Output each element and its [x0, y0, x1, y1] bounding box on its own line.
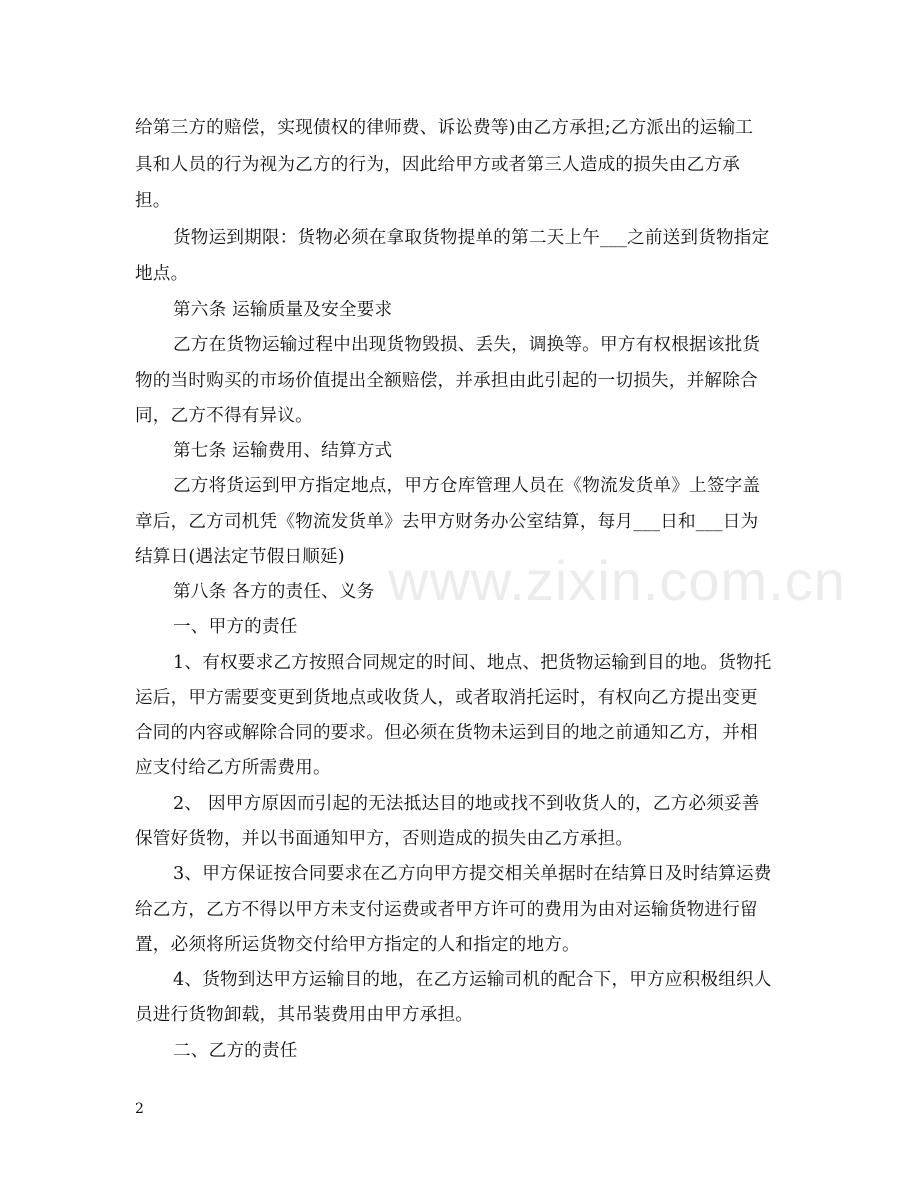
- paragraph-line: 运后，甲方需要变更到货地点或收货人，或者取消托运时，有权向乙方提出变更: [135, 688, 758, 708]
- paragraph-line: 4、货物到达甲方运输目的地，在乙方运输司机的配合下，甲方应积极组织人: [173, 970, 772, 990]
- subsection-heading: 二、乙方的责任: [173, 1041, 298, 1061]
- paragraph-line: 货物运到期限：货物必须在拿取货物提单的第二天上午___之前送到货物指定: [173, 228, 770, 248]
- paragraph-line: 具和人员的行为视为乙方的行为，因此给甲方或者第三人造成的损失由乙方承: [135, 155, 740, 175]
- paragraph-line: 同，乙方不得有异议。: [135, 406, 313, 426]
- section-heading: 第八条 各方的责任、义务: [173, 582, 375, 602]
- paragraph-line: 乙方在货物运输过程中出现货物毁损、丢失，调换等。甲方有权根据该批货: [173, 335, 761, 355]
- paragraph-line: 2、 因甲方原因而引起的无法抵达目的地或找不到收货人的，乙方必须妥善: [173, 794, 760, 814]
- paragraph-line: 章后，乙方司机凭《物流发货单》去甲方财务办公室结算，每月___日和___日为: [135, 512, 759, 532]
- paragraph-line: 地点。: [135, 264, 189, 284]
- section-heading: 第六条 运输质量及安全要求: [173, 300, 393, 320]
- page-number: 2: [135, 1101, 144, 1117]
- paragraph-line: 应支付给乙方所需费用。: [135, 758, 331, 778]
- paragraph-line: 保管好货物，并以书面通知甲方，否则造成的损失由乙方承担。: [135, 829, 634, 849]
- paragraph-line: 给第三方的赔偿，实现债权的律师费、诉讼费等)由乙方承担;乙方派出的运输工: [135, 118, 754, 138]
- paragraph-line: 乙方将货运到甲方指定地点，甲方仓库管理人员在《物流发货单》上签字盖: [173, 476, 761, 496]
- paragraph-line: 1、有权要求乙方按照合同规定的时间、地点、把货物运输到目的地。货物托: [173, 653, 772, 673]
- paragraph-line: 给乙方，乙方不得以甲方未支付运费或者甲方许可的费用为由对运输货物进行留: [135, 900, 758, 920]
- paragraph-line: 担。: [135, 191, 171, 211]
- paragraph-line: 3、甲方保证按合同要求在乙方向甲方提交相关单据时在结算日及时结算运费: [173, 864, 772, 884]
- subsection-heading: 一、甲方的责任: [173, 617, 298, 637]
- paragraph-line: 员进行货物卸载，其吊装费用由甲方承担。: [135, 1005, 474, 1025]
- paragraph-line: 结算日(遇法定节假日顺延): [135, 547, 345, 567]
- paragraph-line: 置，必须将所运货物交付给甲方指定的人和指定的地方。: [135, 935, 580, 955]
- watermark: www.zixin.com.cn: [388, 549, 846, 612]
- paragraph-line: 合同的内容或解除合同的要求。但必须在货物未运到目的地之前通知乙方，并相: [135, 723, 758, 743]
- section-heading: 第七条 运输费用、结算方式: [173, 441, 393, 461]
- paragraph-line: 物的当时购买的市场价值提出全额赔偿，并承担由此引起的一切损失，并解除合: [135, 371, 758, 391]
